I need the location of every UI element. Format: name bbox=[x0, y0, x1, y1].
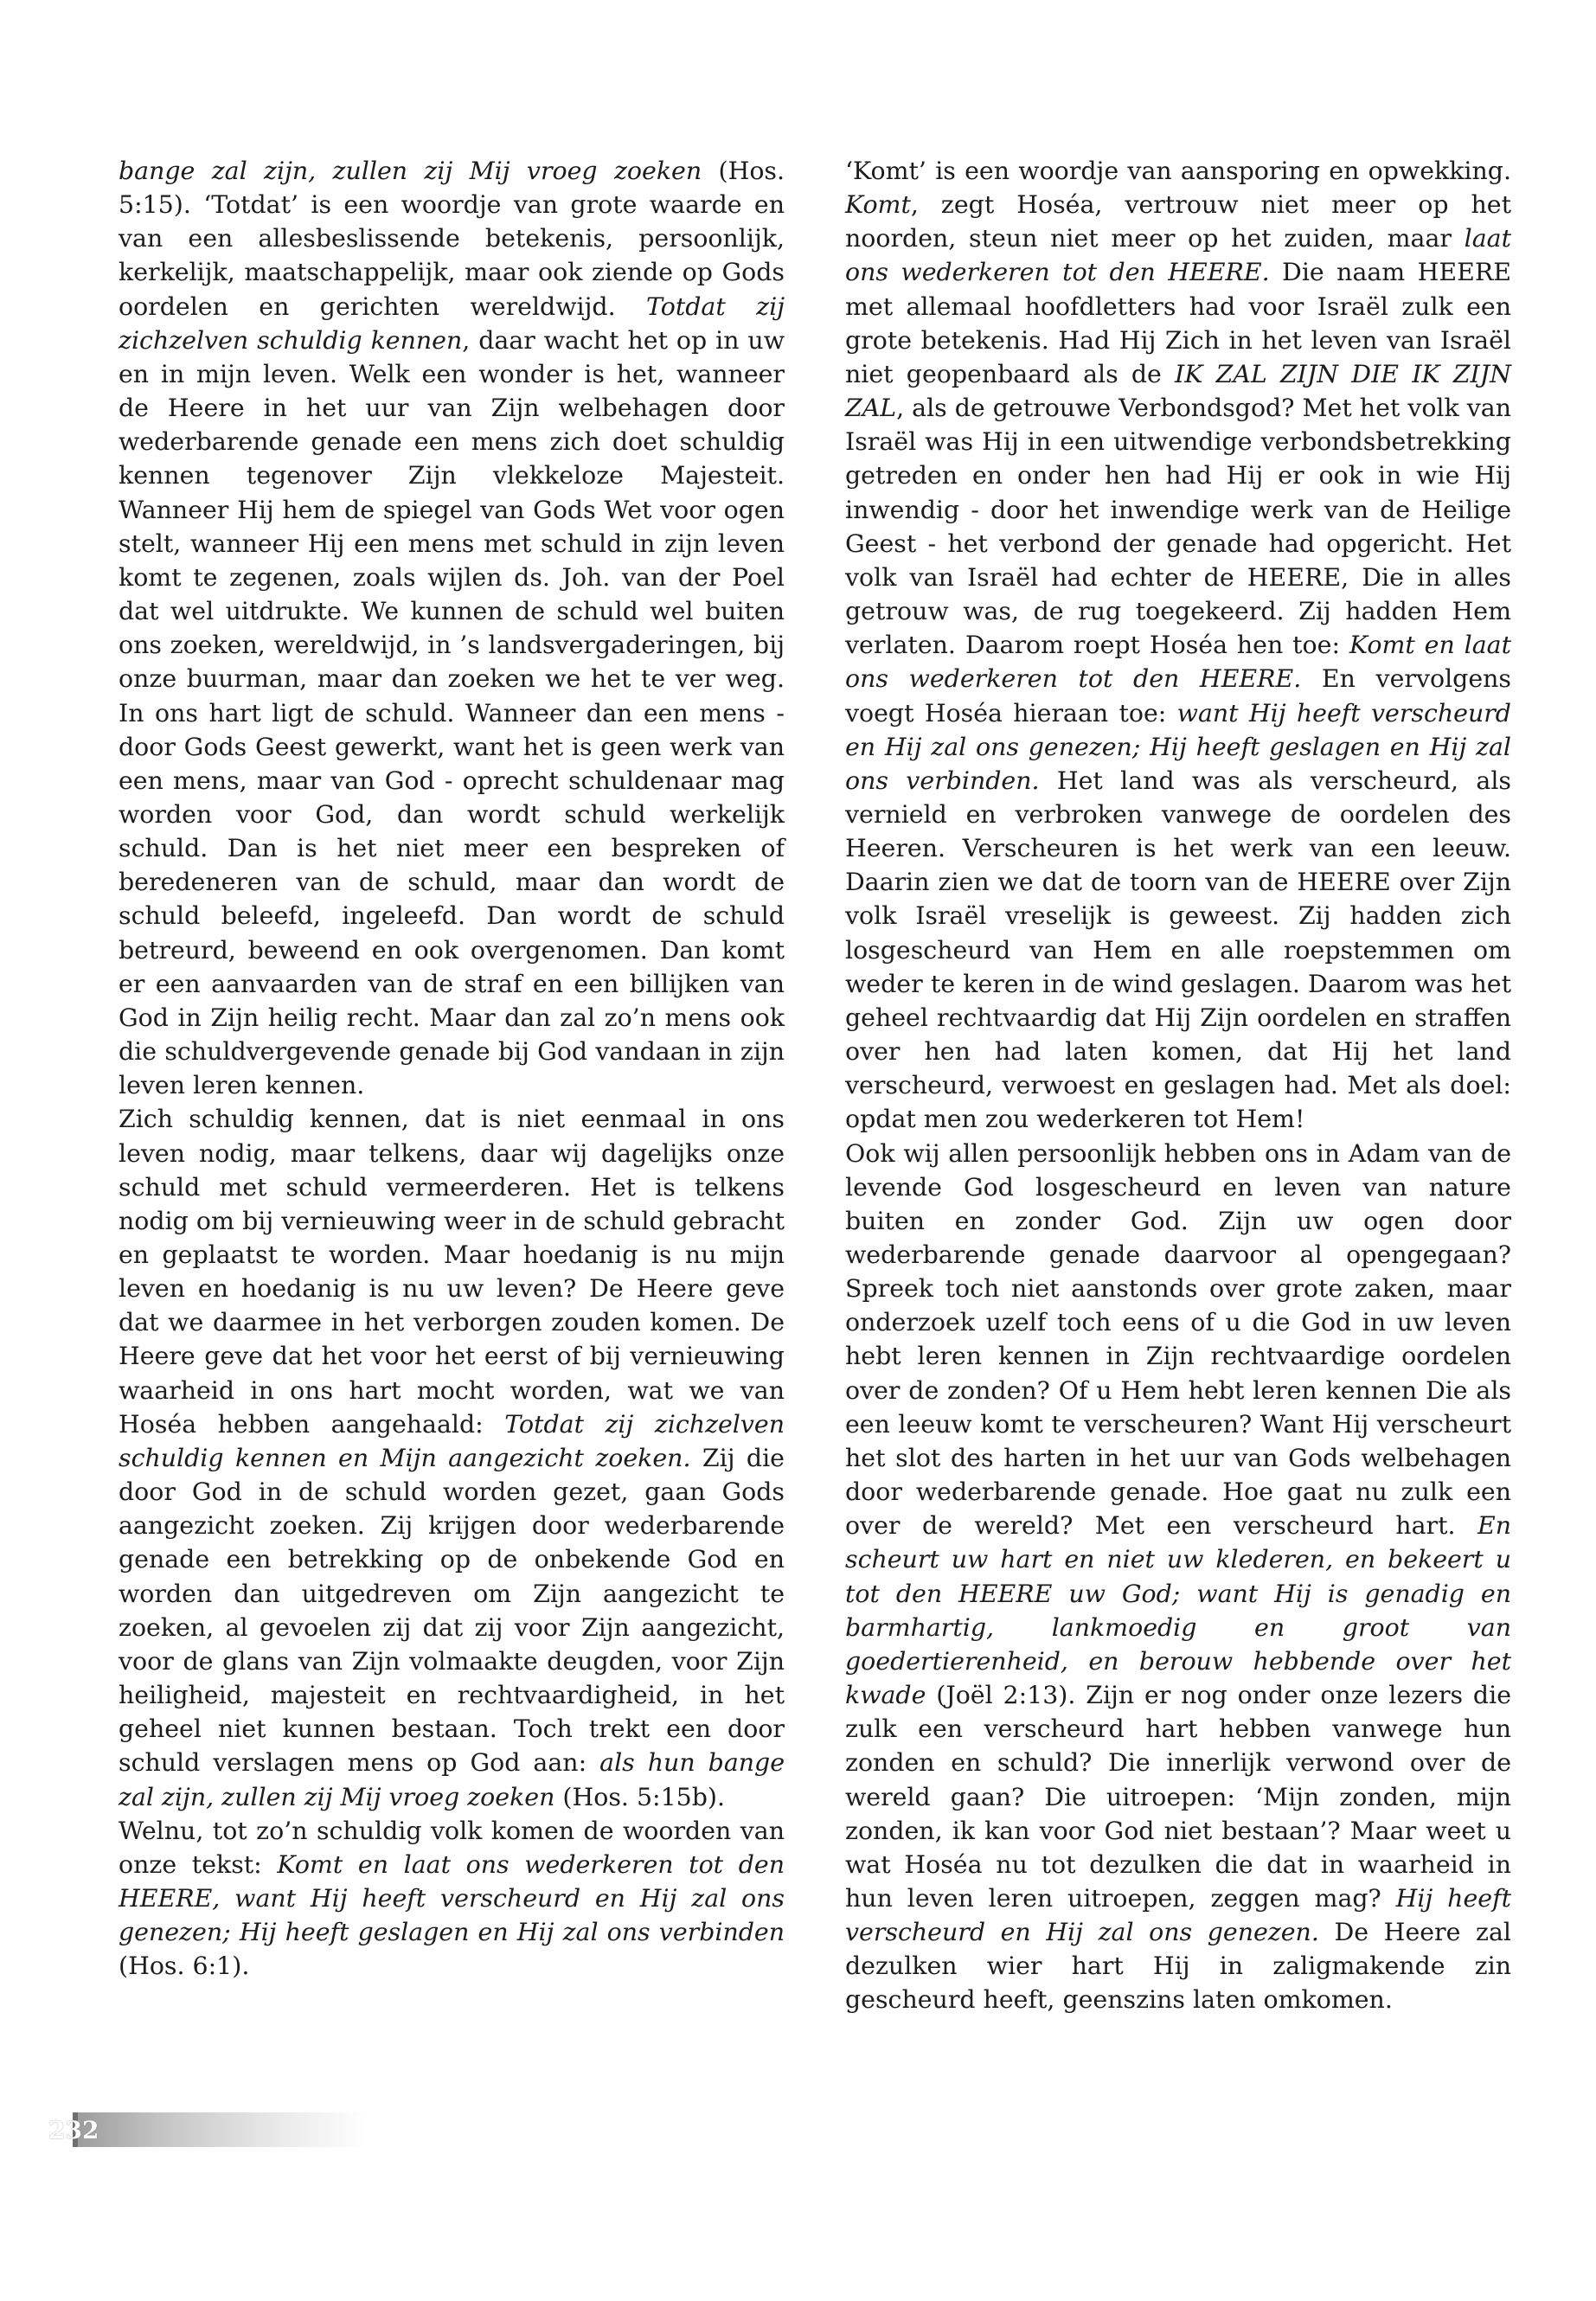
text-run: Hij heeft verscheurd en Hij zal ons genezen. bbox=[845, 1883, 1511, 1947]
text-run: Totdat zij zichzelven schuldig kennen en Mijn aangezicht zoeken. bbox=[119, 1409, 785, 1472]
text-run: IK ZAL ZIJN DIE IK ZIJN ZAL bbox=[845, 359, 1511, 423]
text-run: ‘Komt’ is een woordje van aansporing en opwekking. bbox=[845, 157, 1511, 185]
paragraph bbox=[119, 1102, 785, 1813]
text-run: Welnu, tot zo’n schuldig volk komen de woorden van onze tekst: bbox=[119, 1816, 785, 1879]
paragraph bbox=[845, 1137, 1511, 2017]
text-run: Komt en laat ons wederkeren tot den HEERE. bbox=[845, 631, 1511, 694]
text-run: Ook wij allen persoonlijk hebben ons in Adam van de levende God losgescheurd en leven van nature buiten en zonder God. Zijn uw ogen door wederbarende genade daarvoor al opengegaan? Spreek toch niet aanstonds over grote zaken, maar onderzoek uzelf toch eens of u die God in uw leven hebt leren kennen in Zijn rechtvaardige oordelen over de zonden? Of u Hem hebt leren kennen Die als een leeuw komt te verscheuren? Want Hij verscheurt het slot des harten in het uur van Gods welbehagen door wederbarende genade. Hoe gaat nu zulk een over de wereld? Met een verscheurd hart. bbox=[845, 1138, 1511, 1541]
text-run: En scheurt uw hart en niet uw klederen, en bekeert u tot den HEERE uw God; want Hij is genadig en barmhartig, lankmoedig en groot van goedertierenheid, en berouw hebbende over het kwade bbox=[845, 1511, 1511, 1710]
page-number: 232 bbox=[48, 2116, 99, 2144]
text-run: als hun bange zal zijn, zullen zij Mij vroeg zoeken bbox=[119, 1748, 785, 1811]
text-run: bange zal zijn, zullen zij Mij vroeg zoeken bbox=[119, 157, 702, 185]
left-text-column bbox=[119, 154, 785, 1983]
text-run: Die naam HEERE met allemaal hoofdletters had voor Israël zulk een grote betekenis. Had Hij Zich in het leven van Israël niet geopenbaard als de bbox=[845, 258, 1511, 388]
text-run: (Hos. 6:1). bbox=[119, 1952, 250, 1981]
text-run: (Hos. 5:15b). bbox=[554, 1782, 725, 1811]
text-run: En vervolgens voegt Hoséa hieraan toe: bbox=[845, 664, 1511, 727]
text-run: , zegt Hoséa, vertrouw niet meer op het noorden, steun niet meer op het zuiden, maar bbox=[845, 190, 1511, 253]
text-run: Komt bbox=[845, 190, 911, 220]
text-run: Zich schuldig kennen, dat is niet eenmaal in ons leven nodig, maar telkens, daar wij dagelijks onze schuld met schuld vermeerderen. Het is telkens nodig om bij vernieuwing weer in de schuld gebracht en geplaatst te worden. Maar hoedanig is nu mijn leven en hoedanig is nu uw leven? De Heere geve dat we daarmee in het verborgen zouden komen. De Heere geve dat het voor het eerst of bij vernieuwing waarheid in ons hart mocht worden, wat we van Hoséa hebben aangehaald: bbox=[119, 1105, 785, 1439]
text-run: , als de getrouwe Verbondsgod? Met het volk van Israël was Hij in een uitwendige verbondsbetrekking getreden en onder hen had Hij er ook in wie Hij inwendig - door het inwendige werk van de Heilige Geest - het verbond der genade had opgericht. Het volk van Israël had echter de HEERE, Die in alles getrouw was, de rug toegekeerd. Zij hadden Hem verlaten. Daarom roept Hoséa hen toe: bbox=[845, 394, 1511, 660]
text-run: laat ons wederkeren tot den HEERE. bbox=[845, 224, 1511, 287]
paragraph bbox=[845, 154, 1511, 1137]
text-run: (Joël 2:13). Zijn er nog onder onze lezers die zulk een verscheurd hart hebben vanwege hun zonden en schuld? Die innerlijk verwond over de wereld gaan? Die uitroepen: ‘Mijn zonden, mijn zonden, ik kan voor God niet bestaan’? Maar weet u wat Hoséa nu tot dezulken die dat in waarheid in hun leven leren uitroepen, zeggen mag? bbox=[845, 1681, 1511, 1913]
text-run: De Heere zal dezulken wier hart Hij in zaligmakende zin gescheurd heeft, geenszins laten omkomen. bbox=[845, 1918, 1511, 2015]
text-run: want Hij heeft verscheurd en Hij zal ons genezen; Hij heeft geslagen en Hij zal ons verbinden. bbox=[845, 698, 1511, 795]
text-run: Het land was als verscheurd, als vernield en verbroken vanwege de oordelen des Heeren. Verscheuren is het werk van een leeuw. Daarin zien we dat de toorn van de HEERE over Zijn volk Israël vreselijk is geweest. Zij hadden zich losgescheurd van Hem en alle roepstemmen om weder te keren in de wind geslagen. Daarom was het geheel rechtvaardig dat Hij Zijn oordelen en straffen over hen had laten komen, dat Hij het land verscheurd, verwoest en geslagen had. Met als doel: opdat men zou wederkeren tot Hem! bbox=[845, 766, 1511, 1134]
right-text-column bbox=[845, 154, 1511, 2017]
text-run: Komt en laat ons wederkeren tot den HEERE, want Hij heeft verscheurd en Hij zal ons genezen; Hij heeft geslagen en Hij zal ons verbinden bbox=[119, 1849, 785, 1947]
text-run: Zij die door God in de schuld worden gezet, gaan Gods aangezicht zoeken. Zij krijgen door wederbarende genade een betrekking op de onbekende God en worden dan uitgedreven om Zijn aangezicht te zoeken, al gevoelen zij dat zij voor Zijn aangezicht, voor de glans van Zijn volmaakte deugden, voor Zijn heiligheid, majesteit en rechtvaardigheid, in het geheel niet kunnen bestaan. Toch trekt een door schuld verslagen mens op God aan: bbox=[119, 1443, 785, 1778]
paragraph bbox=[119, 154, 785, 1102]
text-run: , daar wacht het op in uw en in mijn leven. Welk een wonder is het, wanneer de Heere in het uur van Zijn welbehagen door wederbarende genade een mens zich doet schuldig kennen tegenover Zijn vlekkeloze Majesteit. Wanneer Hij hem de spiegel van Gods Wet voor ogen stelt, wanneer Hij een mens met schuld in zijn leven komt te zegenen, zoals wijlen ds. Joh. van der Poel dat wel uitdrukte. We kunnen de schuld wel buiten ons zoeken, wereldwijd, in ’s landsvergaderingen, bij onze buurman, maar dan zoeken we het te ver weg. In ons hart ligt de schuld. Wanneer dan een mens - door Gods Geest gewerkt, want het is geen werk van een mens, maar van God - oprecht schuldenaar mag worden voor God, dan wordt schuld werkelijk schuld. Dan is het niet meer een bespreken of beredeneren van de schuld, maar dan wordt de schuld beleefd, ingeleefd. Dan wordt de schuld betreurd, beweend en ook overgenomen. Dan komt er een aanvaarden van de straf en een billijken van God in Zijn heilig recht. Maar dan zal zo’n mens ook die schuldvergevende genade bij God vandaan in zijn leven leren kennen. bbox=[119, 325, 785, 1100]
text-run: (Hos. 5:15). ‘Totdat’ is een woordje van grote waarde en van een allesbeslissende betekenis, persoonlijk, kerkelijk, maatschappelijk, maar ook ziende op Gods oordelen en gerichten wereldwijd. bbox=[119, 157, 785, 321]
paragraph bbox=[119, 1814, 785, 1984]
page-number-tab bbox=[73, 2112, 367, 2147]
text-run: Totdat zij zichzelven schuldig kennen bbox=[119, 292, 785, 355]
